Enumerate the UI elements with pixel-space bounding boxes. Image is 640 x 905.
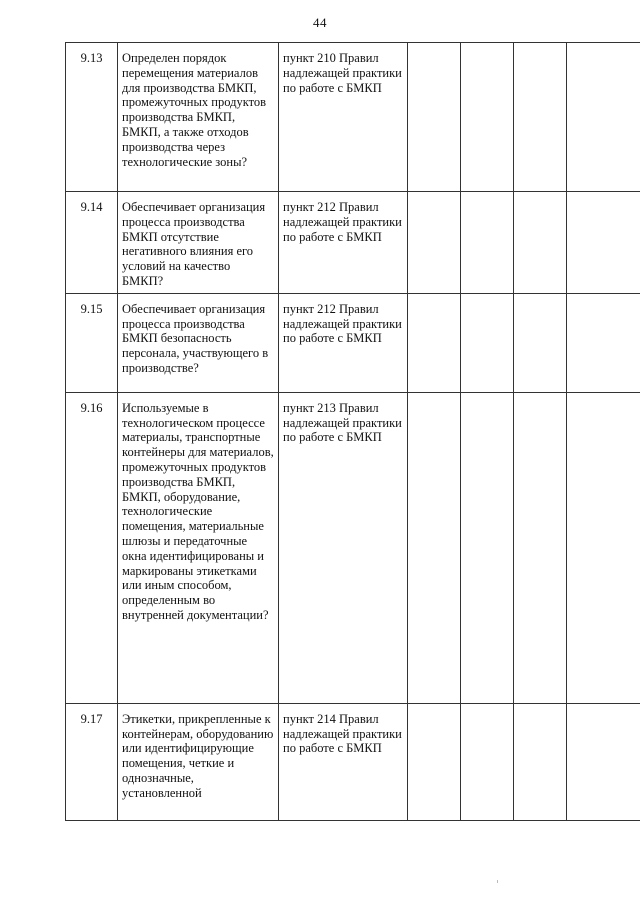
item-number: 9.14 [66, 192, 118, 294]
question-text: Определен порядок перемещения материалов для производства БМКП, промежуточных продуктов производства БМКП, БМКП, а также отходов производства через технологические зоны? [118, 43, 279, 192]
scan-speck [497, 880, 498, 883]
table-row [66, 392, 640, 703]
reference-text: пункт 212 Правил надлежащей практики по работе с БМКП [279, 192, 408, 294]
notes-cell [567, 43, 640, 192]
answer-cell-na [514, 43, 567, 192]
answer-cell-na [514, 392, 567, 703]
answer-cell-yes [408, 43, 461, 192]
notes-cell [567, 703, 640, 820]
reference-text: пункт 210 Правил надлежащей практики по работе с БМКП [279, 43, 408, 192]
answer-cell-no [461, 703, 514, 820]
notes-cell [567, 293, 640, 392]
table-row [66, 43, 640, 192]
item-number: 9.13 [66, 43, 118, 192]
table-row [66, 703, 640, 820]
answer-cell-no [461, 43, 514, 192]
notes-cell [567, 192, 640, 294]
answer-cell-na [514, 703, 567, 820]
answer-cell-no [461, 293, 514, 392]
answer-cell-yes [408, 293, 461, 392]
question-text: Обеспечивает организация процесса производства БМКП безопасность персонала, участвующего в производстве? [118, 293, 279, 392]
table-row [66, 293, 640, 392]
question-text: Обеспечивает организация процесса производства БМКП отсутствие негативного влияния его условий на качество БМКП? [118, 192, 279, 294]
item-number: 9.16 [66, 392, 118, 703]
answer-cell-yes [408, 192, 461, 294]
answer-cell-no [461, 392, 514, 703]
notes-cell [567, 392, 640, 703]
answer-cell-no [461, 192, 514, 294]
answer-cell-yes [408, 392, 461, 703]
question-text: Используемые в технологическом процессе материалы, транспортные контейнеры для материалов, промежуточных продуктов производства БМКП, БМКП, оборудование, технологические помещения, материальные шлюзы и передаточные окна идентифицированы и маркированы этикетками или иным способом, определенным во внутренней документации? [118, 392, 279, 703]
answer-cell-yes [408, 703, 461, 820]
question-text: Этикетки, прикрепленные к контейнерам, оборудованию или идентифицирующие помещения, четкие и однозначные, установленной [118, 703, 279, 820]
reference-text: пункт 214 Правил надлежащей практики по работе с БМКП [279, 703, 408, 820]
table-row [66, 192, 640, 294]
reference-text: пункт 213 Правил надлежащей практики по работе с БМКП [279, 392, 408, 703]
answer-cell-na [514, 293, 567, 392]
item-number: 9.17 [66, 703, 118, 820]
item-number: 9.15 [66, 293, 118, 392]
page-number: 44 [313, 15, 327, 30]
reference-text: пункт 212 Правил надлежащей практики по работе с БМКП [279, 293, 408, 392]
checklist-table [65, 42, 640, 821]
answer-cell-na [514, 192, 567, 294]
